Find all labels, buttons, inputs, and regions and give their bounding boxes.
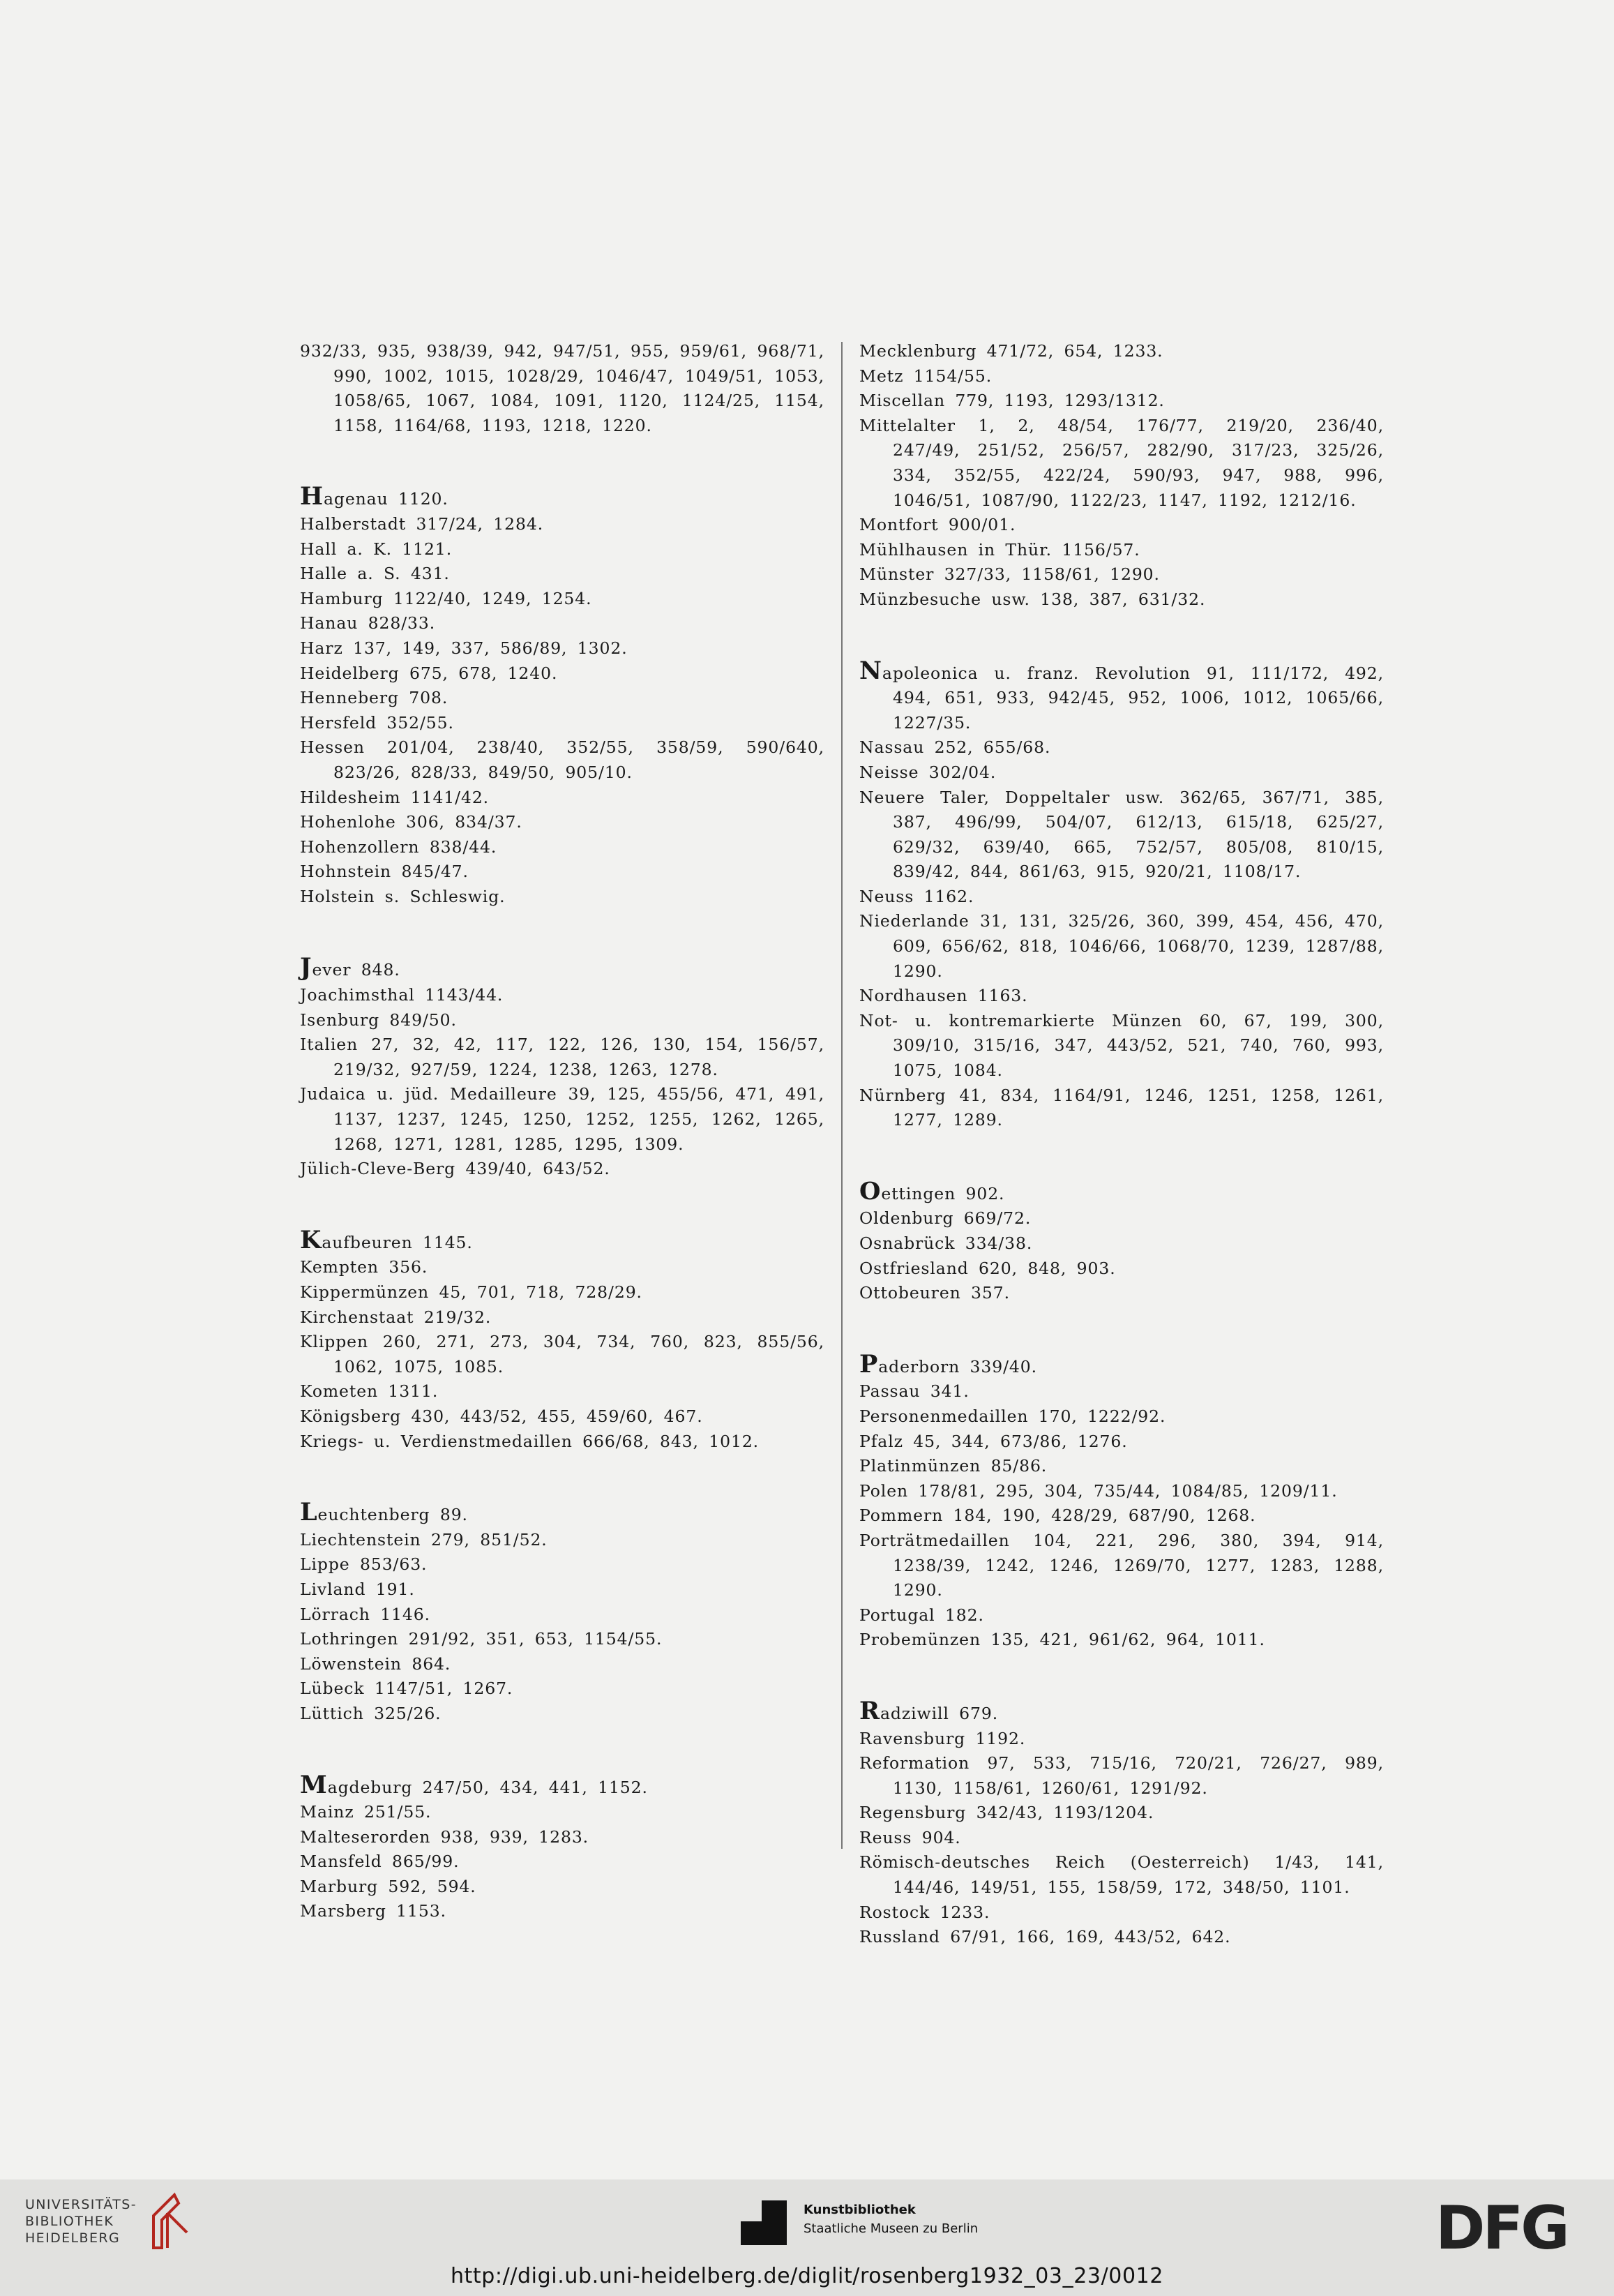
column-divider [841, 342, 843, 1849]
entry-text: aderborn 339/40. [878, 1356, 1037, 1376]
entry-text: 932/33, 935, 938/39, 942, 947/51, 955, 959/61, 968/71, 990, 1002, 1015, 1028/29, 1046/47, 1049/51, 1053, 1058/65, 1067, 1084, 1091, 1120, 1124/25, 1154, 1158, 1164/68, 1193, 1218, 1220. [300, 341, 824, 435]
index-entry [300, 1849, 824, 1875]
index-entry [300, 860, 824, 885]
index-entry [859, 885, 1384, 910]
index-entry [859, 1727, 1384, 1752]
index-entry [300, 1577, 824, 1603]
entry-text: Hildesheim 1141/42. [300, 787, 490, 807]
entry-text: aufbeuren 1145. [322, 1232, 473, 1252]
index-entry [300, 1603, 824, 1628]
index-entry [859, 735, 1384, 760]
section-gap [859, 613, 1384, 661]
entry-text: Hall a. K. 1121. [300, 539, 453, 559]
index-entry [300, 611, 824, 636]
entry-text: Joachimsthal 1143/44. [300, 985, 504, 1005]
entry-text: Not- u. kontremarkierte Münzen 60, 67, 199, 300, 309/10, 315/16, 347, 443/52, 521, 740, 760, 993, 1075, 1084. [859, 1010, 1384, 1081]
entry-text: Judaica u. jüd. Medailleure 39, 125, 455/56, 471, 491, 1137, 1237, 1245, 1250, 1252, 1255, 1262, 1265, 1268, 1271, 1281, 1285, 1295, 1309. [300, 1084, 824, 1154]
entry-text: Löwenstein 864. [300, 1653, 451, 1674]
entry-text: Mecklenburg 471/72, 654, 1233. [859, 341, 1163, 361]
entry-text: Hanau 828/33. [300, 613, 436, 633]
entry-text: Neuss 1162. [859, 886, 974, 906]
entry-text: Kempten 356. [300, 1257, 428, 1277]
entry-text: apoleonica u. franz. Revolution 91, 111/172, 492, 494, 651, 933, 942/45, 952, 1006, 1012, 1065/66, 1227/35. [882, 663, 1384, 733]
entry-text: Livland 191. [300, 1579, 415, 1599]
index-entry [300, 1404, 824, 1430]
section-initial-letter: L [300, 1498, 318, 1527]
footer-bar [0, 2179, 1614, 2296]
index-entry [300, 1899, 824, 1924]
index-entry [300, 537, 824, 562]
entry-text: Münzbesuche usw. 138, 387, 631/32. [859, 589, 1206, 609]
index-entry [300, 1157, 824, 1182]
university-line: BIBLIOTHEK [25, 2214, 114, 2229]
section-gap [859, 1306, 1384, 1355]
index-entry [300, 1330, 824, 1379]
entry-text: Malteserorden 938, 939, 1283. [300, 1826, 589, 1847]
entry-text: Porträtmedaillen 104, 221, 296, 380, 394, 914, 1238/39, 1242, 1246, 1269/70, 1277, 1283, 1288, 1290. [859, 1530, 1384, 1600]
entry-text: Niederlande 31, 131, 325/26, 360, 399, 454, 456, 470, 609, 656/62, 818, 1046/66, 1068/70, 1239, 1287/88, 1290. [859, 911, 1384, 981]
section-initial-letter: J [300, 953, 312, 982]
index-entry-initial [300, 953, 824, 983]
index-entry [859, 1231, 1384, 1256]
section-gap [300, 438, 824, 487]
section-initial-letter: M [300, 1770, 328, 1799]
entry-text: Mittelalter 1, 2, 48/54, 176/77, 219/20, 236/40, 247/49, 251/52, 256/57, 282/90, 317/23, 325/26, 334, 352/55, 422/24, 590/93, 947, 988, 996, 1046/51, 1087/90, 1122/23, 1147, 1192, 1212/16. [859, 415, 1384, 510]
index-entry [859, 984, 1384, 1009]
index-entry [859, 1801, 1384, 1826]
index-entry-continued [300, 339, 824, 438]
index-entry [859, 1628, 1384, 1653]
index-entry-initial [859, 1696, 1384, 1727]
university-line: UNIVERSITÄTS- [25, 2197, 137, 2212]
index-entry [859, 1603, 1384, 1628]
entry-text: Römisch-deutsches Reich (Oesterreich) 1/43, 141, 144/46, 149/51, 155, 158/59, 172, 348/50, 1101. [859, 1852, 1384, 1898]
entry-text: Holstein s. Schleswig. [300, 886, 506, 906]
entry-text: Hohenzollern 838/44. [300, 836, 497, 857]
entry-text: Nürnberg 41, 834, 1164/91, 1246, 1251, 1258, 1261, 1277, 1289. [859, 1085, 1384, 1130]
index-entry [300, 1676, 824, 1702]
index-column-left [300, 339, 824, 1924]
index-column-right [859, 339, 1384, 1950]
index-entry [859, 1900, 1384, 1926]
index-entry [859, 760, 1384, 786]
entry-text: Lübeck 1147/51, 1267. [300, 1679, 513, 1699]
entry-text: ever 848. [312, 960, 400, 980]
kb-subtitle: Staatliche Museen zu Berlin [804, 2221, 979, 2236]
entry-text: Heidelberg 675, 678, 1240. [300, 663, 558, 683]
section-initial-letter: H [300, 482, 324, 511]
index-entry [859, 1925, 1384, 1950]
entry-text: Ravensburg 1192. [859, 1728, 1026, 1748]
index-entry [859, 364, 1384, 389]
entry-text: Montfort 900/01. [859, 515, 1016, 535]
dfg-logo[interactable]: DFG [1435, 2193, 1567, 2263]
index-entry-initial [859, 656, 1384, 736]
entry-text: Hamburg 1122/40, 1249, 1254. [300, 588, 592, 608]
index-entry [859, 389, 1384, 414]
entry-text: Marsberg 1153. [300, 1901, 446, 1921]
entry-text: Russland 67/91, 166, 169, 443/52, 642. [859, 1927, 1231, 1947]
index-entry [300, 1552, 824, 1577]
index-entry [859, 562, 1384, 587]
index-entry [300, 1008, 824, 1033]
section-gap [859, 1653, 1384, 1702]
index-entry [300, 1702, 824, 1727]
entry-text: Personenmedaillen 170, 1222/92. [859, 1406, 1166, 1426]
entry-text: Kometen 1311. [300, 1381, 439, 1402]
index-entry [859, 1281, 1384, 1306]
university-library-name[interactable] [25, 2196, 137, 2246]
entry-text: Lüttich 325/26. [300, 1703, 442, 1723]
index-entry [300, 1379, 824, 1404]
index-entry [300, 1255, 824, 1280]
entry-text: Italien 27, 32, 42, 117, 122, 126, 130, 154, 156/57, 219/32, 927/59, 1224, 1238, 1263, 1278. [300, 1035, 824, 1079]
section-initial-letter: R [859, 1696, 880, 1725]
entry-text: Osnabrück 334/38. [859, 1233, 1033, 1253]
entry-text: Regensburg 342/43, 1193/1204. [859, 1803, 1154, 1823]
university-library-logo-icon[interactable] [146, 2192, 193, 2251]
section-gap [300, 1454, 824, 1503]
index-entry [300, 1627, 824, 1652]
entry-text: Rostock 1233. [859, 1902, 990, 1922]
entry-text: Probemünzen 135, 421, 961/62, 964, 1011. [859, 1630, 1265, 1650]
entry-text: agenau 1120. [323, 489, 448, 509]
section-gap [859, 1133, 1384, 1182]
index-entry [300, 661, 824, 686]
section-gap [300, 1182, 824, 1231]
kb-title: Kunstbibliothek [804, 2203, 916, 2217]
entry-text: Ostfriesland 620, 848, 903. [859, 1258, 1116, 1278]
section-gap [300, 909, 824, 958]
index-entry [300, 587, 824, 612]
entry-text: Henneberg 708. [300, 688, 448, 708]
entry-text: Halberstadt 317/24, 1284. [300, 513, 544, 534]
entry-text: Hessen 201/04, 238/40, 352/55, 358/59, 590/640, 823/26, 828/33, 849/50, 905/10. [300, 737, 824, 782]
index-entry [859, 1479, 1384, 1504]
index-entry [300, 1652, 824, 1677]
entry-text: Kirchenstaat 219/32. [300, 1307, 492, 1327]
entry-text: Lörrach 1146. [300, 1604, 430, 1624]
entry-text: ettingen 902. [881, 1183, 1005, 1203]
index-entry [300, 1082, 824, 1157]
index-entry [300, 1033, 824, 1082]
section-initial-letter: O [859, 1176, 882, 1206]
section-initial-letter: P [859, 1349, 879, 1379]
section-initial-letter: N [859, 656, 882, 685]
entry-text: Hohenlohe 306, 834/37. [300, 812, 522, 832]
entry-text: Königsberg 430, 443/52, 455, 459/60, 467. [300, 1406, 703, 1426]
index-entry [300, 1528, 824, 1553]
entry-text: Polen 178/81, 295, 304, 735/44, 1084/85, 1209/11. [859, 1480, 1338, 1501]
index-entry [859, 1850, 1384, 1900]
kunstbibliothek-logo-icon[interactable] [741, 2200, 787, 2245]
index-entry-initial [300, 482, 824, 512]
index-entry [859, 1206, 1384, 1231]
index-entry [859, 538, 1384, 563]
index-entry [859, 1529, 1384, 1603]
university-line: HEIDELBERG [25, 2230, 121, 2246]
index-entry [859, 587, 1384, 613]
index-entry [859, 1009, 1384, 1083]
section-initial-letter: K [300, 1225, 322, 1254]
entry-text: Hersfeld 352/55. [300, 712, 454, 733]
index-entry [300, 885, 824, 910]
index-entry [300, 1875, 824, 1900]
entry-text: Reformation 97, 533, 715/16, 720/21, 726/27, 989, 1130, 1158/61, 1260/61, 1291/92. [859, 1753, 1384, 1798]
index-entry [859, 1256, 1384, 1282]
entry-text: Kriegs- u. Verdienstmedaillen 666/68, 843, 1012. [300, 1431, 760, 1451]
index-entry [859, 414, 1384, 513]
index-entry [859, 1404, 1384, 1430]
entry-text: Neisse 302/04. [859, 762, 997, 782]
entry-text: Lippe 853/63. [300, 1554, 428, 1575]
index-entry [859, 1454, 1384, 1479]
index-entry [300, 1305, 824, 1330]
entry-text: Münster 327/33, 1158/61, 1290. [859, 564, 1160, 585]
kunstbibliothek-name[interactable] [804, 2200, 978, 2238]
entry-text: Platinmünzen 85/86. [859, 1456, 1048, 1476]
index-entry [300, 786, 824, 811]
index-entry-initial [300, 1770, 824, 1801]
index-entry [859, 1503, 1384, 1529]
index-entry [859, 1083, 1384, 1133]
entry-text: Miscellan 779, 1193, 1293/1312. [859, 391, 1165, 411]
entry-text: Isenburg 849/50. [300, 1010, 457, 1030]
entry-text: Passau 341. [859, 1381, 970, 1402]
index-entry [859, 513, 1384, 538]
index-entry [300, 711, 824, 736]
entry-text: Metz 1154/55. [859, 366, 993, 386]
index-entry [859, 339, 1384, 364]
entry-text: agdeburg 247/50, 434, 441, 1152. [327, 1777, 648, 1797]
entry-text: Reuss 904. [859, 1827, 961, 1847]
index-entry [300, 686, 824, 711]
index-entry-initial [300, 1225, 824, 1256]
index-entry [859, 786, 1384, 885]
entry-text: Mainz 251/55. [300, 1802, 432, 1822]
index-entry [300, 512, 824, 537]
index-entry-initial [859, 1349, 1384, 1380]
index-entry [300, 835, 824, 860]
index-entry [859, 1430, 1384, 1455]
index-entry [300, 1800, 824, 1825]
entry-text: Neuere Taler, Doppeltaler usw. 362/65, 367/71, 385, 387, 496/99, 504/07, 612/13, 615/18, 625/27, 629/32, 639/40, 665, 752/57, 805/08, 810/15, 839/42, 844, 861/63, 915, 920/21, 1108/17. [859, 787, 1384, 882]
index-entry [300, 1825, 824, 1850]
entry-text: adziwill 679. [880, 1703, 999, 1723]
entry-text: Marburg 592, 594. [300, 1876, 476, 1896]
index-entry-initial [859, 1176, 1384, 1207]
index-entry [300, 810, 824, 835]
entry-text: Lothringen 291/92, 351, 653, 1154/55. [300, 1629, 663, 1649]
entry-text: euchtenberg 89. [317, 1505, 468, 1525]
entry-text: Oldenburg 669/72. [859, 1208, 1032, 1229]
section-gap [300, 1727, 824, 1776]
index-entry-initial [300, 1498, 824, 1528]
entry-text: Ottobeuren 357. [859, 1283, 1010, 1303]
entry-text: Pfalz 45, 344, 673/86, 1276. [859, 1431, 1128, 1451]
index-entry [859, 1379, 1384, 1404]
entry-text: Halle a. S. 431. [300, 564, 450, 584]
page-url[interactable]: http://digi.ub.uni-heidelberg.de/diglit/rosenberg1932_03_23/0012 [450, 2264, 1164, 2288]
index-entry [300, 983, 824, 1008]
index-entry [300, 1280, 824, 1305]
index-entry [300, 735, 824, 785]
index-entry [859, 1826, 1384, 1851]
index-entry [859, 1751, 1384, 1801]
entry-text: Mühlhausen in Thür. 1156/57. [859, 539, 1140, 560]
entry-text: Liechtenstein 279, 851/52. [300, 1529, 548, 1550]
entry-text: Pommern 184, 190, 428/29, 687/90, 1268. [859, 1506, 1256, 1526]
entry-text: Portugal 182. [859, 1605, 984, 1625]
entry-text: Jülich-Cleve-Berg 439/40, 643/52. [300, 1159, 610, 1179]
index-entry [859, 909, 1384, 984]
entry-text: Kippermünzen 45, 701, 718, 728/29. [300, 1282, 642, 1302]
entry-text: Mansfeld 865/99. [300, 1852, 460, 1872]
index-entry [300, 1430, 824, 1455]
index-entry [300, 636, 824, 661]
entry-text: Harz 137, 149, 337, 586/89, 1302. [300, 638, 628, 658]
entry-text: Klippen 260, 271, 273, 304, 734, 760, 823, 855/56, 1062, 1075, 1085. [300, 1332, 824, 1376]
entry-text: Nordhausen 1163. [859, 986, 1028, 1006]
entry-text: Nassau 252, 655/68. [859, 737, 1051, 758]
index-entry [300, 562, 824, 587]
entry-text: Hohnstein 845/47. [300, 862, 469, 882]
